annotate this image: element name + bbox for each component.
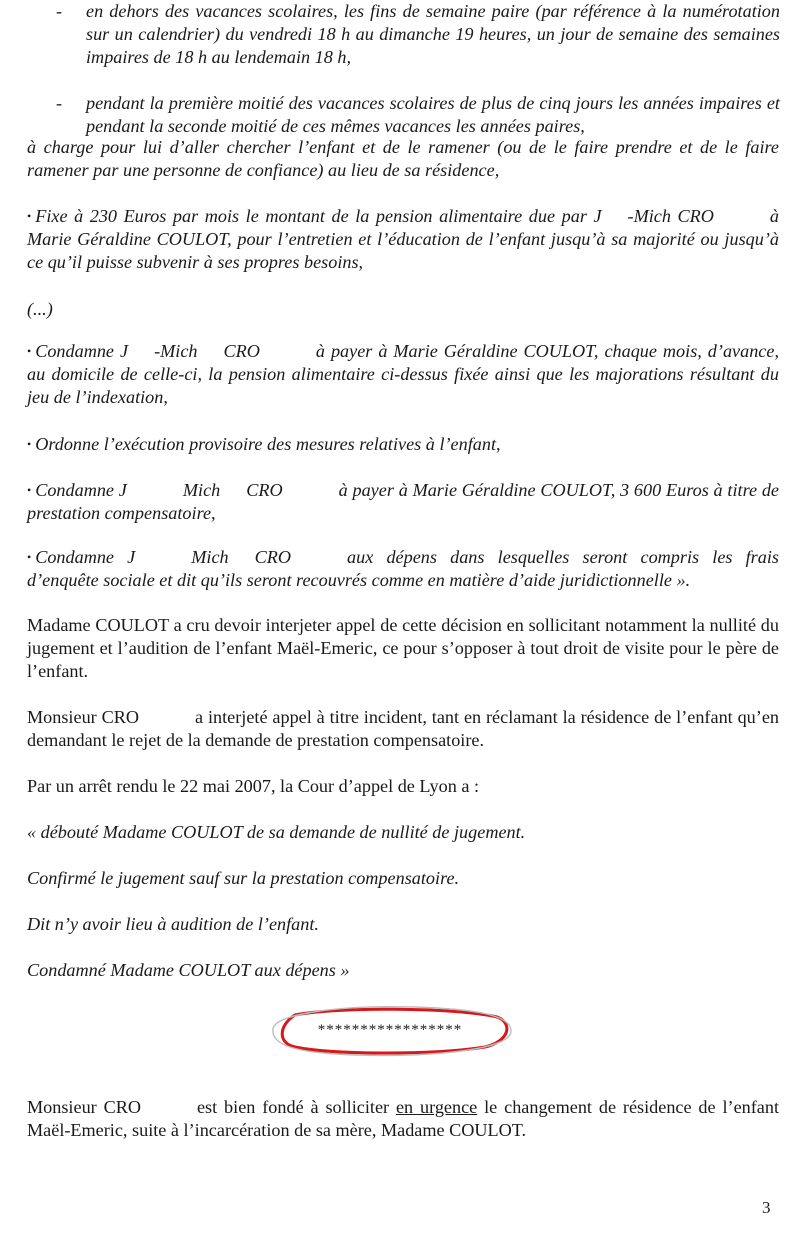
bullet-marker: •: [27, 437, 32, 451]
dash-item-holidays: [56, 92, 780, 138]
monsieur-appel-text-1: Monsieur CRO: [27, 707, 139, 727]
final-text-3: le changement de résidence de l’enfant Maël-Emeric, suite à l’incarcération de sa mère, Madame COULOT.: [27, 1097, 780, 1140]
separator-circled-stars: [265, 1005, 515, 1057]
monsieur-appel-text-2: a interjeté appel à titre incident, tant en réclamant la résidence de l’enfant qu’en demandant le rejet de la demande de prestation compensatoire.: [27, 707, 780, 750]
fixe-paragraph: [27, 205, 779, 274]
condamne1-text-3: CRO: [223, 341, 260, 361]
ordonne-text: Ordonne l’exécution provisoire des mesures relatives à l’enfant,: [35, 434, 501, 454]
quote-line-2: Confirmé le jugement sauf sur la prestation compensatoire.: [27, 868, 460, 888]
fixe-text-3: CRO: [677, 206, 714, 226]
bullet-marker: •: [27, 209, 32, 223]
separator-stars: *****************: [317, 1022, 463, 1038]
condamne3-text-1: Condamne J: [35, 547, 136, 567]
condamne1-text-1: Condamne J: [35, 341, 129, 361]
ordonne-paragraph: [27, 433, 779, 456]
arret-paragraph: Par un arrêt rendu le 22 mai 2007, la Cour d’appel de Lyon a :: [27, 776, 480, 796]
quote-line-3: Dit n’y avoir lieu à audition de l’enfant.: [27, 914, 319, 934]
final-underlined-text: en urgence: [395, 1097, 478, 1117]
condamne3-text-2: Mich: [191, 547, 229, 567]
quote-line-1: « débouté Madame COULOT de sa demande de nullité de jugement.: [27, 822, 526, 842]
condamne1-text-4: à payer à Marie Géraldine COULOT, chaque mois, d’avance, au domicile de celle-ci, la pension alimentaire ci-dessus fixée ainsi que les majorations résultant du jeu de l’indexation,: [27, 341, 779, 407]
bullet-marker: •: [27, 550, 32, 564]
condamne1-text-2: -Mich: [154, 341, 198, 361]
dash-item-text: en dehors des vacances scolaires, les fins de semaine paire (par référence à la numérotation sur un calendrier) du vendredi 18 h au dimanche 19 heures, un jour de semaine des semaines impaires de 18 h au lendemain 18 h,: [86, 1, 780, 67]
final-text-2: est bien fondé à solliciter: [196, 1097, 390, 1117]
madame-appel-paragraph: Madame COULOT a cru devoir interjeter appel de cette décision en sollicitant notamment la nullité du jugement et l’audition de l’enfant Maël-Emeric, ce pour s’opposer à tout droit de visite pour le père de l’enfant.: [27, 615, 779, 681]
dash-marker: -: [56, 93, 63, 113]
condamne2-text-4: à payer à Marie Géraldine COULOT, 3 600 Euros à titre de prestation compensatoire,: [27, 480, 780, 523]
condamne2-text-3: CRO: [246, 480, 283, 500]
quote-line-4: Condamné Madame COULOT aux dépens »: [27, 960, 350, 980]
bullet-marker: •: [27, 483, 32, 497]
charge-paragraph: à charge pour lui d’aller chercher l’enfant et de le ramener (ou de le faire prendre et de le faire ramener par une personne de confiance) au lieu de sa résidence,: [27, 137, 779, 180]
dash-marker: -: [56, 1, 63, 21]
condamne2-text-1: Condamne J: [35, 480, 127, 500]
monsieur-appel-paragraph: [27, 706, 779, 752]
condamne3-text-3: CRO: [254, 547, 292, 567]
page-number: 3: [762, 1198, 771, 1217]
fixe-text-1: Fixe à 230 Euros par mois le montant de la pension alimentaire due par J: [35, 206, 602, 226]
dash-item-weekends: [56, 0, 780, 69]
condamne-depens-paragraph: [27, 546, 779, 592]
final-paragraph: [27, 1096, 779, 1142]
final-text-1: Monsieur CRO: [27, 1097, 141, 1117]
condamne-prestation-paragraph: [27, 479, 779, 525]
ellipsis: (...): [27, 299, 53, 319]
fixe-text-2: -Mich: [627, 206, 671, 226]
fixe-text-4: à Marie Géraldine COULOT, pour l’entretien et l’éducation de l’enfant jusqu’à sa majorité ou jusqu’à ce qu’il puisse subvenir à ses propres besoins,: [27, 206, 779, 272]
dash-item-text: pendant la première moitié des vacances scolaires de plus de cinq jours les années impaires et pendant la seconde moitié de ces mêmes vacances les années paires,: [86, 93, 780, 136]
bullet-marker: •: [27, 344, 32, 358]
condamne-pension-paragraph: [27, 340, 779, 409]
condamne2-text-2: Mich: [182, 480, 221, 500]
condamne3-text-4: aux dépens dans lesquelles seront compris les frais d’enquête sociale et dit qu’ils seront recouvrés comme en matière d’aide juridictionnelle ».: [27, 547, 779, 590]
